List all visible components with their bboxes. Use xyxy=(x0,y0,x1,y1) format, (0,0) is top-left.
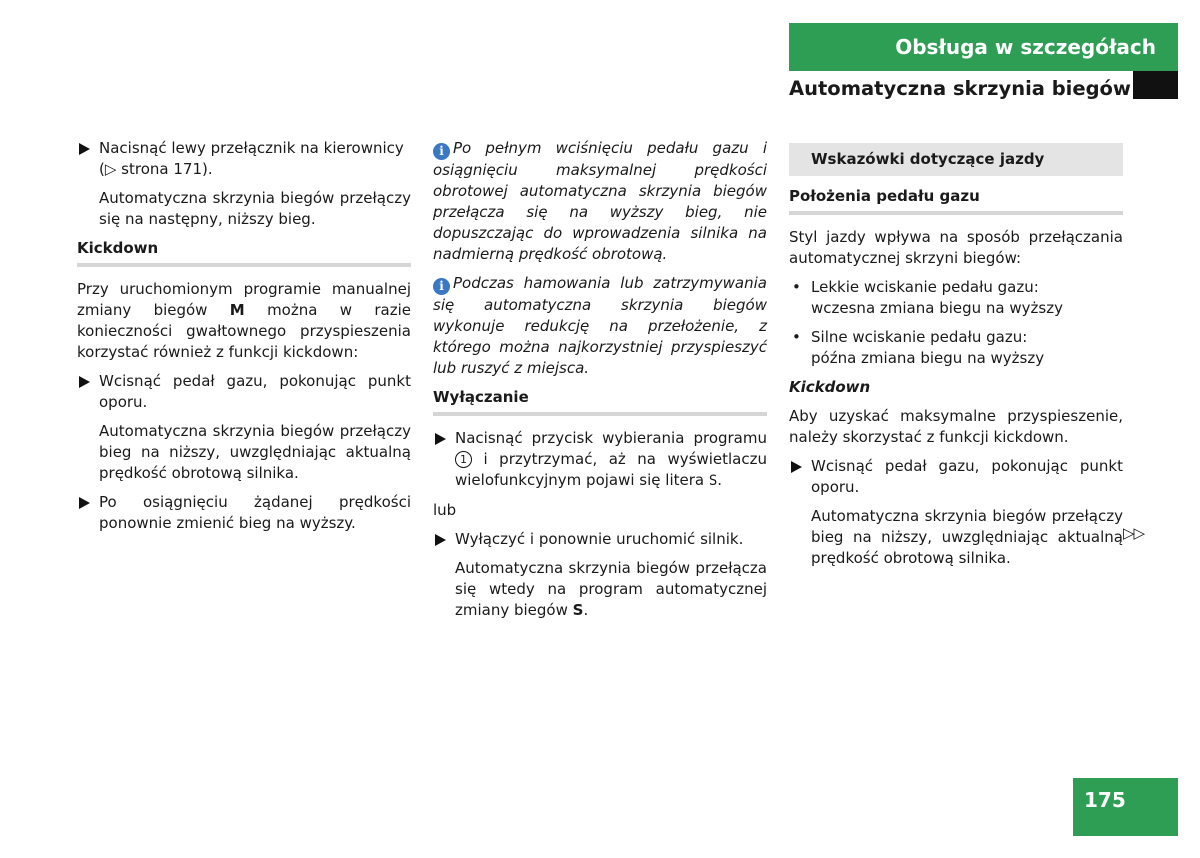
continue-arrows-icon: ▷▷ xyxy=(1123,524,1145,542)
heading-off: Wyłączanie xyxy=(433,387,767,416)
triangle-right-icon xyxy=(435,433,446,445)
info-icon: i xyxy=(433,143,450,160)
info-note: i Podczas hamowania lub zatrzymywania się automatyczna skrzynia biegów wykonuje redukcję na przełożenie, z którego można najkorzystniej przyspieszyć lub ruszyć z miejsca. xyxy=(433,274,767,377)
subsection-title: Automatyczna skrzynia biegów xyxy=(789,77,1131,100)
heading-kickdown: Kickdown xyxy=(77,238,411,267)
triangle-right-icon xyxy=(791,461,802,473)
column-middle xyxy=(433,138,767,629)
column-right xyxy=(789,138,1123,577)
step-result: Automatyczna skrzynia biegów przełączy bieg na niższy, uwzględniając aktualną prędkość obrotową silnika. xyxy=(99,422,411,482)
step-result: Automatyczna skrzynia biegów przełączy bieg na niższy, uwzględniając aktualną prędkość obrotową silnika. xyxy=(811,507,1123,567)
paragraph: Styl jazdy wpływa na sposób przełączania automatycznej skrzyni biegów: xyxy=(789,228,1123,267)
header-marker xyxy=(1133,71,1178,99)
section-title: Obsługa w szczegółach xyxy=(895,35,1156,59)
paragraph: Aby uzyskać maksymalne przyspieszenie, należy skorzystać z funkcji kickdown. xyxy=(789,407,1123,446)
step-item: Wcisnąć pedał gazu, pokonując punkt oporu. xyxy=(789,456,1123,498)
triangle-right-icon xyxy=(79,376,90,388)
heading-kickdown-italic: Kickdown xyxy=(789,378,871,396)
heading-pedal: Położenia pedału gazu xyxy=(789,186,1123,215)
step-item: Wyłączyć i ponownie uruchomić silnik. xyxy=(433,529,767,550)
info-note: i Po pełnym wciśnięciu pedału gazu i osiągnięciu maksymalnej prędkości obrotowej automatyczna skrzynia biegów przełącza się na wyższy bieg, nie dopuszczając do wprowadzenia silnika na nadmierną prędkość obrotową. xyxy=(433,139,767,263)
button-number-icon: 1 xyxy=(455,451,472,468)
step-result: Automatyczna skrzynia biegów przełącza się wtedy na program automatycznej zmiany biegów S. xyxy=(455,559,767,619)
triangle-right-icon xyxy=(79,143,90,155)
list-item: • Lekkie wciskanie pedału gazu: wczesna zmiana biegu na wyższy xyxy=(792,278,1063,317)
page-ref-arrow-icon: ▷ xyxy=(104,160,117,178)
section-title-bar xyxy=(789,23,1178,71)
bullet-icon: • xyxy=(792,278,801,296)
tips-box-title: Wskazówki dotyczące jazdy xyxy=(789,143,1123,176)
list-item: • Silne wciskanie pedału gazu: późna zmiana biegu na wyższy xyxy=(792,328,1045,367)
bullet-icon: • xyxy=(792,328,801,346)
step-item: Nacisnąć przycisk wybierania programu 1 i przytrzymać, aż na wyświetlaczu wielofunkcyjnym pojawi się litera S. xyxy=(433,428,767,492)
triangle-right-icon xyxy=(79,497,90,509)
column-left xyxy=(77,138,411,542)
paragraph: Przy uruchomionym programie manualnej zmiany biegów M można w razie konieczności gwałtownego przyspieszenia korzystać również z funkcji kickdown: xyxy=(77,280,412,361)
step-result: Automatyczna skrzynia biegów przełączy się na następny, niższy bieg. xyxy=(99,189,411,228)
step-item: Po osiągnięciu żądanej prędkości ponownie zmienić bieg na wyższy. xyxy=(77,492,411,534)
triangle-right-icon xyxy=(435,534,446,546)
or-text: lub xyxy=(433,501,457,519)
info-icon: i xyxy=(433,278,450,295)
step-item: Wcisnąć pedał gazu, pokonując punkt oporu. xyxy=(77,371,411,413)
page-number: 175 xyxy=(1073,778,1178,836)
step-item: Nacisnąć lewy przełącznik na kierownicy (▷ strona 171). xyxy=(77,138,411,180)
